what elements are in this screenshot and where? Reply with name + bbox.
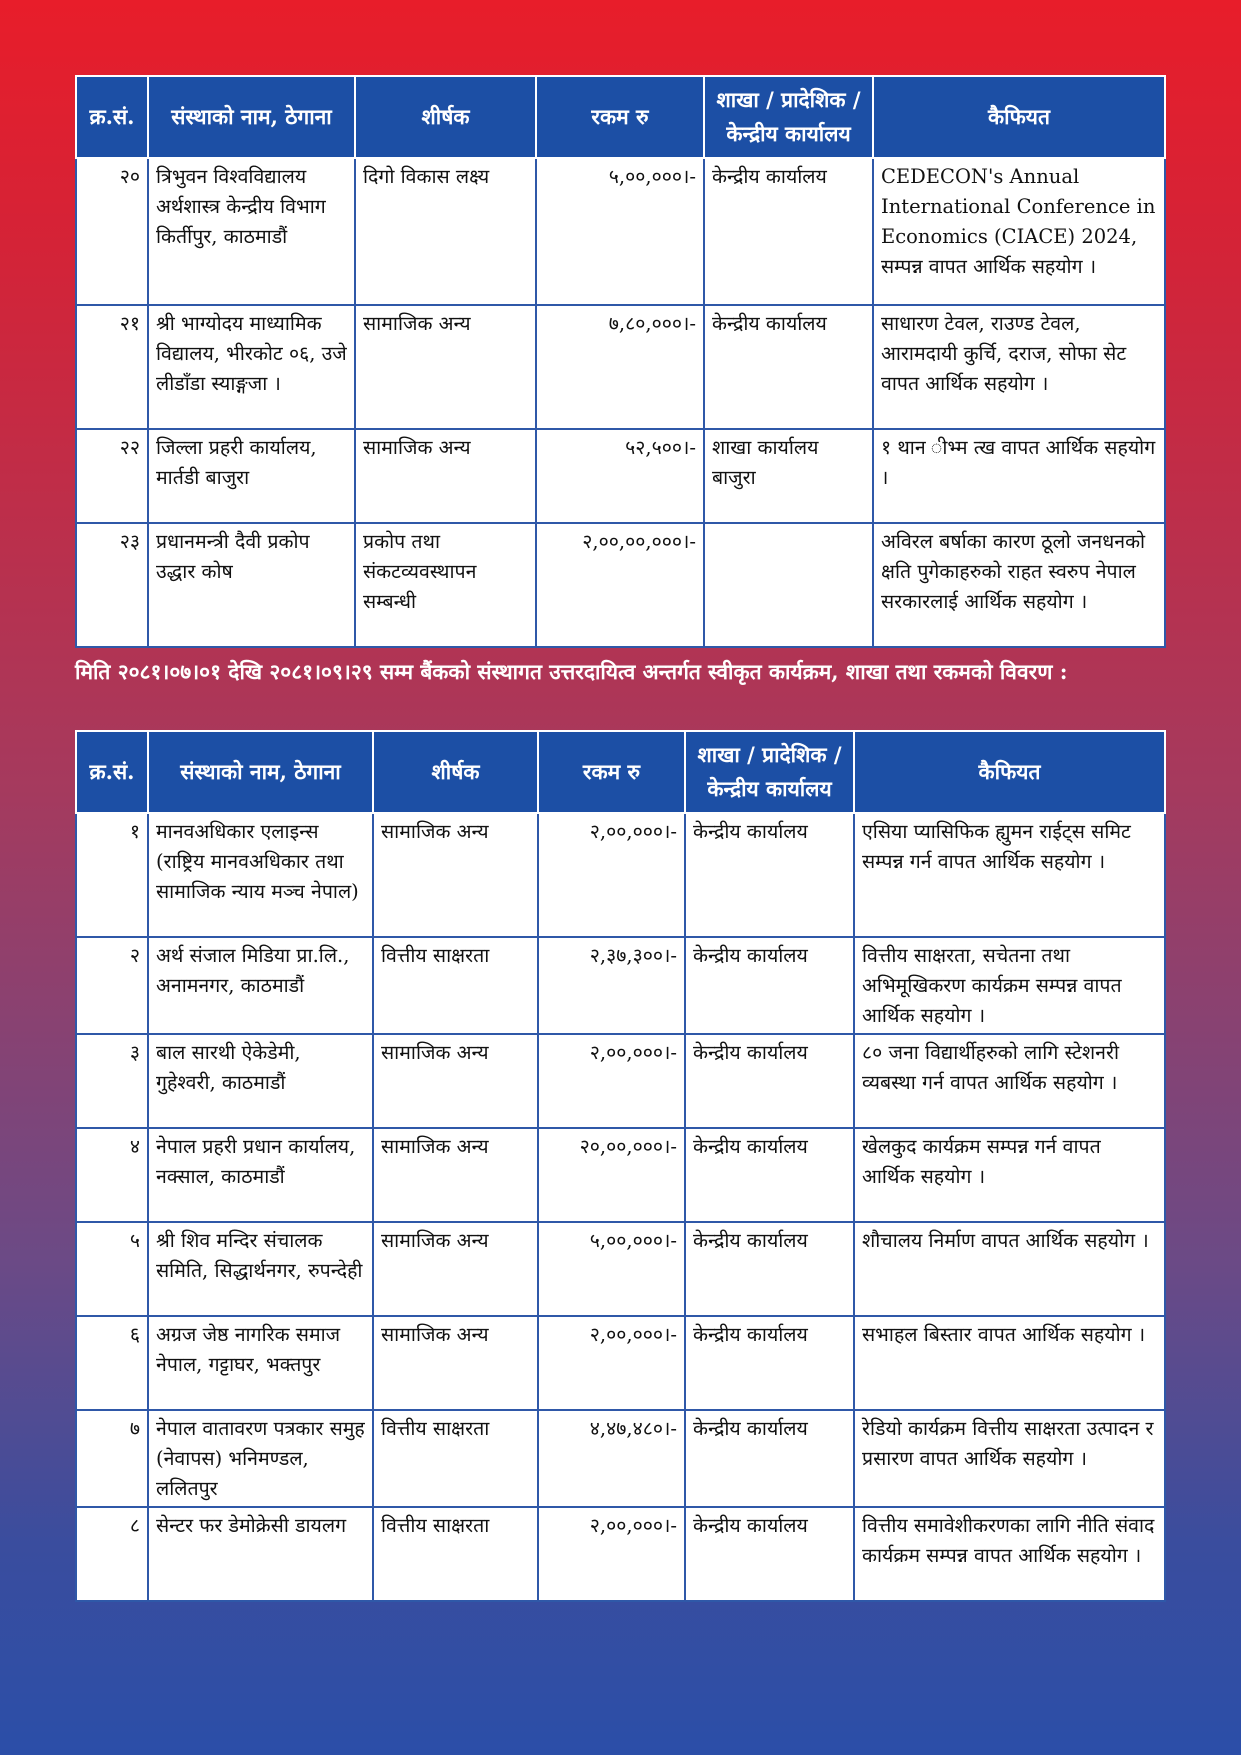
- cell-branch: शाखा कार्यालय बाजुरा: [704, 429, 873, 523]
- cell-sn: २०: [76, 158, 148, 305]
- cell-sn: ६: [76, 1316, 148, 1410]
- cell-branch: केन्द्रीय कार्यालय: [685, 1410, 854, 1507]
- cell-organization: नेपाल वातावरण पत्रकार समुह (नेवापस) भनिमण्डल, ललितपुर: [148, 1410, 373, 1507]
- header-organization: संस्थाको नाम, ठेगाना: [148, 76, 355, 158]
- header-title: शीर्षक: [355, 76, 536, 158]
- cell-branch: केन्द्रीय कार्यालय: [685, 1316, 854, 1410]
- table-row: [76, 1128, 1165, 1222]
- cell-organization: मानवअधिकार एलाइन्स (राष्ट्रिय मानवअधिकार तथा सामाजिक न्याय मञ्च नेपाल): [148, 813, 373, 937]
- cell-branch: केन्द्रीय कार्यालय: [685, 813, 854, 937]
- table-row: [76, 523, 1165, 647]
- cell-title: सामाजिक अन्य: [373, 1222, 538, 1316]
- cell-sn: २३: [76, 523, 148, 647]
- cell-amount: २,००,०००।-: [538, 1034, 685, 1128]
- table-row: [76, 1034, 1165, 1128]
- cell-amount: २,००,०००।-: [538, 1316, 685, 1410]
- cell-branch: केन्द्रीय कार्यालय: [685, 1034, 854, 1128]
- table-row: [76, 305, 1165, 429]
- cell-remarks: ८० जना विद्यार्थीहरुको लागि स्टेशनरी व्यबस्था गर्न वापत आर्थिक सहयोग ।: [854, 1034, 1165, 1128]
- cell-amount: २,००,०००।-: [538, 813, 685, 937]
- cell-amount: २,३७,३००।-: [538, 937, 685, 1034]
- cell-branch: केन्द्रीय कार्यालय: [704, 158, 873, 305]
- cell-title: वित्तीय साक्षरता: [373, 1410, 538, 1507]
- cell-amount: ५२,५००।-: [536, 429, 704, 523]
- cell-remarks: खेलकुद कार्यक्रम सम्पन्न गर्न वापत आर्थिक सहयोग ।: [854, 1128, 1165, 1222]
- header-remarks: कैफियत: [854, 731, 1165, 813]
- table-row: [76, 1507, 1165, 1601]
- header-sn: क्र.सं.: [76, 76, 148, 158]
- cell-organization: प्रधानमन्त्री दैवी प्रकोप उद्धार कोष: [148, 523, 355, 647]
- cell-branch: केन्द्रीय कार्यालय: [685, 937, 854, 1034]
- header-branch: शाखा / प्रादेशिक / केन्द्रीय कार्यालय: [704, 76, 873, 158]
- cell-title: दिगो विकास लक्ष्य: [355, 158, 536, 305]
- cell-organization: सेन्टर फर डेमोक्रेसी डायलग: [148, 1507, 373, 1601]
- cell-title: सामाजिक अन्य: [373, 1316, 538, 1410]
- cell-organization: बाल सारथी ऐकेडेमी, गुहेश्वरी, काठमाडौं: [148, 1034, 373, 1128]
- cell-branch: केन्द्रीय कार्यालय: [685, 1128, 854, 1222]
- header-remarks: कैफियत: [873, 76, 1165, 158]
- header-amount: रकम रु: [536, 76, 704, 158]
- cell-remarks: वित्तीय साक्षरता, सचेतना तथा अभिमूखिकरण कार्यक्रम सम्पन्न वापत आर्थिक सहयोग ।: [854, 937, 1165, 1034]
- cell-organization: त्रिभुवन विश्वविद्यालय अर्थशास्त्र केन्द्रीय विभाग किर्तीपुर, काठमाडौं: [148, 158, 355, 305]
- cell-organization: श्री शिव मन्दिर संचालक समिति, सिद्धार्थनगर, रुपन्देही: [148, 1222, 373, 1316]
- header-amount: रकम रु: [538, 731, 685, 813]
- table-header-row: [76, 731, 1165, 813]
- cell-sn: २: [76, 937, 148, 1034]
- table-row: [76, 1316, 1165, 1410]
- cell-remarks: वित्तीय समावेशीकरणका लागि नीति संवाद कार्यक्रम सम्पन्न वापत आर्थिक सहयोग ।: [854, 1507, 1165, 1601]
- cell-remarks: CEDECON's Annual International Conference in Economics (CIACE) 2024, सम्पन्न वापत आर्थिक सहयोग ।: [873, 158, 1165, 305]
- cell-title: सामाजिक अन्य: [355, 429, 536, 523]
- header-organization: संस्थाको नाम, ठेगाना: [148, 731, 373, 813]
- cell-title: वित्तीय साक्षरता: [373, 1507, 538, 1601]
- cell-organization: नेपाल प्रहरी प्रधान कार्यालय, नक्साल, काठमाडौं: [148, 1128, 373, 1222]
- cell-organization: अर्थ संजाल मिडिया प्रा.लि., अनामनगर, काठमाडौं: [148, 937, 373, 1034]
- cell-sn: २२: [76, 429, 148, 523]
- cell-amount: ४,४७,४८०।-: [538, 1410, 685, 1507]
- cell-sn: ८: [76, 1507, 148, 1601]
- cell-sn: २१: [76, 305, 148, 429]
- cell-remarks: १ थान ीभ्म त्ख वापत आर्थिक सहयोग ।: [873, 429, 1165, 523]
- cell-remarks: एसिया प्यासिफिक ह्युमन राईट्स समिट सम्पन्न गर्न वापत आर्थिक सहयोग ।: [854, 813, 1165, 937]
- table-row: [76, 813, 1165, 937]
- table-header-row: [76, 76, 1165, 158]
- section-caption: मिति २०८१।०७।०१ देखि २०८१।०९।२९ सम्म बैंकको संस्थागत उत्तरदायित्व अन्तर्गत स्वीकृत कार्यक्रम, शाखा तथा रकमको विवरण :: [75, 659, 1068, 684]
- table-row: [76, 1222, 1165, 1316]
- cell-title: वित्तीय साक्षरता: [373, 937, 538, 1034]
- cell-sn: १: [76, 813, 148, 937]
- cell-amount: ७,८०,०००।-: [536, 305, 704, 429]
- cell-organization: जिल्ला प्रहरी कार्यालय, मार्तडी बाजुरा: [148, 429, 355, 523]
- header-sn: क्र.सं.: [76, 731, 148, 813]
- table-row: [76, 158, 1165, 305]
- cell-remarks: साधारण टेवल, राउण्ड टेवल, आरामदायी कुर्चि, दराज, सोफा सेट वापत आर्थिक सहयोग ।: [873, 305, 1165, 429]
- cell-amount: २,००,००,०००।-: [536, 523, 704, 647]
- cell-branch: केन्द्रीय कार्यालय: [704, 305, 873, 429]
- header-title: शीर्षक: [373, 731, 538, 813]
- cell-organization: श्री भाग्योदय माध्यामिक विद्यालय, भीरकोट ०६, उजे लीडाँडा स्याङ्गजा ।: [148, 305, 355, 429]
- header-branch: शाखा / प्रादेशिक / केन्द्रीय कार्यालय: [685, 731, 854, 813]
- csr-table-current: [75, 730, 1166, 1602]
- cell-amount: २,००,०००।-: [538, 1507, 685, 1601]
- cell-amount: २०,००,०००।-: [538, 1128, 685, 1222]
- csr-table-previous: [75, 75, 1166, 648]
- cell-title: प्रकोप तथा संकटव्यवस्थापन सम्बन्धी: [355, 523, 536, 647]
- cell-title: सामाजिक अन्य: [373, 1034, 538, 1128]
- table-row: [76, 1410, 1165, 1507]
- cell-branch: [704, 523, 873, 647]
- cell-remarks: रेडियो कार्यक्रम वित्तीय साक्षरता उत्पादन र प्रसारण वापत आर्थिक सहयोग ।: [854, 1410, 1165, 1507]
- cell-organization: अग्रज जेष्ठ नागरिक समाज नेपाल, गट्टाघर, भक्तपुर: [148, 1316, 373, 1410]
- cell-sn: ७: [76, 1410, 148, 1507]
- cell-remarks: अविरल बर्षाका कारण ठूलो जनधनको क्षति पुगेकाहरुको राहत स्वरुप नेपाल सरकारलाई आर्थिक सहयोग ।: [873, 523, 1165, 647]
- cell-remarks: शौचालय निर्माण वापत आर्थिक सहयोग ।: [854, 1222, 1165, 1316]
- cell-amount: ५,००,०००।-: [536, 158, 704, 305]
- cell-sn: ५: [76, 1222, 148, 1316]
- table-row: [76, 937, 1165, 1034]
- cell-remarks: सभाहल बिस्तार वापत आर्थिक सहयोग ।: [854, 1316, 1165, 1410]
- cell-title: सामाजिक अन्य: [373, 813, 538, 937]
- cell-sn: ४: [76, 1128, 148, 1222]
- cell-title: सामाजिक अन्य: [373, 1128, 538, 1222]
- cell-title: सामाजिक अन्य: [355, 305, 536, 429]
- cell-branch: केन्द्रीय कार्यालय: [685, 1222, 854, 1316]
- cell-amount: ५,००,०००।-: [538, 1222, 685, 1316]
- cell-branch: केन्द्रीय कार्यालय: [685, 1507, 854, 1601]
- table-row: [76, 429, 1165, 523]
- cell-sn: ३: [76, 1034, 148, 1128]
